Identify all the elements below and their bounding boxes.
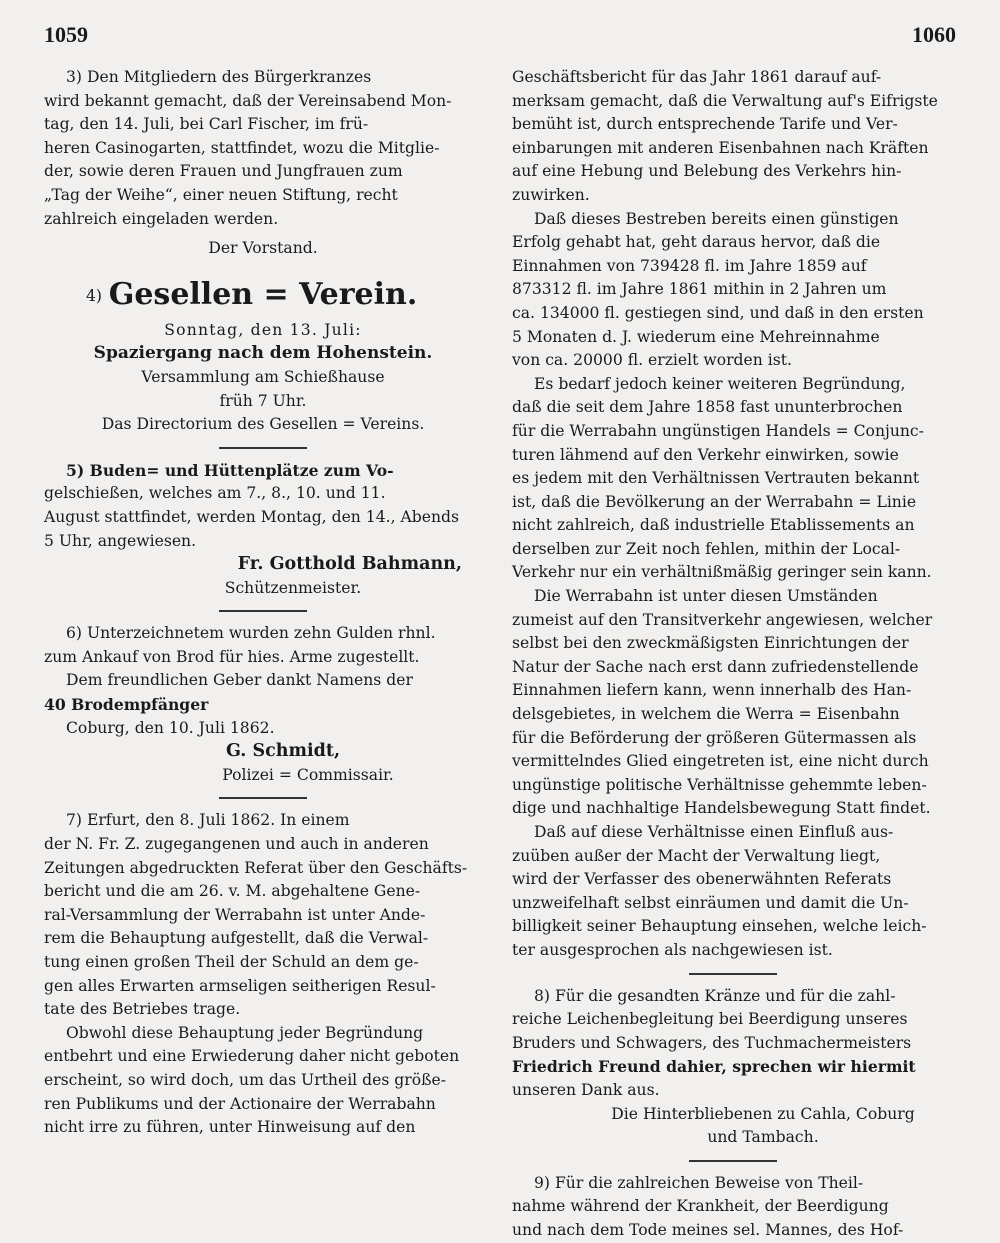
text-line: reiche Leichenbegleitung bei Beerdigung unseres bbox=[512, 1010, 908, 1029]
notice-4 bbox=[44, 275, 482, 437]
divider bbox=[219, 797, 307, 799]
notice-time: früh 7 Uhr. bbox=[219, 391, 307, 410]
text-line: zuüben außer der Macht der Verwaltung liegt, bbox=[512, 846, 881, 865]
text-line: Daß dieses Bestreben bereits einen günstigen bbox=[534, 209, 899, 228]
text-line: nicht zahlreich, daß industrielle Etablissements an bbox=[512, 516, 915, 535]
text-line: ren Publikums und der Actionaire der Werrabahn bbox=[44, 1094, 436, 1113]
text-line: zumeist auf den Transitverkehr angewiesen, welcher bbox=[512, 610, 933, 629]
notice-8 bbox=[512, 985, 954, 1150]
text-line: 9) Für die zahlreichen Beweise von Theil- bbox=[534, 1173, 864, 1192]
text-line: Bruders und Schwagers, des Tuchmachermeisters bbox=[512, 1033, 912, 1052]
notice-signature-name: G. Schmidt, bbox=[225, 741, 341, 762]
text-line: von ca. 20000 fl. erzielt worden ist. bbox=[512, 351, 792, 370]
text-line: nicht irre zu führen, unter Hinweisung auf den bbox=[44, 1118, 416, 1137]
notice-7 bbox=[44, 809, 482, 1139]
text-line: ral-Versammlung der Werrabahn ist unter Ande- bbox=[44, 905, 426, 924]
text-line: nahme während der Krankheit, der Beerdigung bbox=[512, 1197, 889, 1216]
text-line: Einnahmen liefern kann, wenn innerhalb des Han- bbox=[512, 681, 912, 700]
text-line: vermittelndes Glied eingetreten ist, eine nicht durch bbox=[512, 752, 929, 771]
notice-3 bbox=[44, 66, 482, 261]
text-line: heren Casinogarten, stattfindet, wozu die Mitglie- bbox=[44, 138, 440, 157]
text-line: zum Ankauf von Brod für hies. Arme zugestellt. bbox=[44, 647, 420, 666]
text-line: der, sowie deren Frauen und Jungfrauen zum bbox=[44, 162, 403, 181]
text-line: „Tag der Weihe“, einer neuen Stiftung, recht bbox=[44, 185, 398, 204]
text-line: 873312 fl. im Jahre 1861 mithin in 2 Jahren um bbox=[512, 280, 887, 299]
notice-signature-role: Schützenmeister. bbox=[224, 578, 362, 597]
text-line: unseren Dank aus. bbox=[512, 1080, 660, 1099]
text-line: erscheint, so wird doch, um das Urtheil des größe- bbox=[44, 1070, 447, 1089]
text-line: gelschießen, welches am 7., 8., 10. und 11. bbox=[44, 484, 386, 503]
divider bbox=[219, 610, 307, 612]
text-line: der N. Fr. Z. zugegangenen und auch in anderen bbox=[44, 835, 429, 854]
notice-signature-role: Polizei = Commissair. bbox=[222, 765, 394, 784]
text-line: ter ausgesprochen als nachgewiesen ist. bbox=[512, 940, 833, 959]
page-number-left: 1059 bbox=[44, 22, 88, 47]
notice-headline: Gesellen = Verein. bbox=[108, 276, 418, 312]
text-line: wird der Verfasser des obenerwähnten Referats bbox=[512, 870, 892, 889]
left-column bbox=[44, 66, 482, 1140]
text-line: 5 Monaten d. J. wiederum eine Mehreinnahme bbox=[512, 327, 880, 346]
notice-signature: Das Directorium des Gesellen = Vereins. bbox=[101, 415, 425, 434]
text-line: ist, daß die Bevölkerung an der Werrabahn = Linie bbox=[512, 492, 917, 511]
text-line: tate des Betriebes trage. bbox=[44, 1000, 241, 1019]
text-line: rem die Behauptung aufgestellt, daß die Verwal- bbox=[44, 929, 429, 948]
text-line: entbehrt und eine Erwiederung daher nicht geboten bbox=[44, 1047, 460, 1066]
notice-7-continued bbox=[512, 66, 954, 963]
notice-6 bbox=[44, 622, 482, 787]
text-line: tung einen großen Theil der Schuld an dem ge- bbox=[44, 953, 419, 971]
text-line: wird bekannt gemacht, daß der Vereinsabend Mon- bbox=[44, 91, 452, 110]
text-line: daß die seit dem Jahre 1858 fast ununterbrochen bbox=[512, 398, 903, 417]
text-line: Verkehr nur ein verhältnißmäßig geringer sein kann. bbox=[512, 563, 932, 582]
text-line: 7) Erfurt, den 8. Juli 1862. In einem bbox=[66, 811, 350, 830]
text-line: Geschäftsbericht für das Jahr 1861 darauf auf- bbox=[512, 68, 882, 86]
text-line: selbst bei den zweckmäßigsten Einrichtungen der bbox=[512, 634, 909, 653]
text-line: für die Werrabahn ungünstigen Handels = Conjunc- bbox=[512, 421, 924, 440]
text-line: 40 Brodempfänger bbox=[44, 695, 209, 715]
text-line: delsgebietes, in welchem die Werra = Eisenbahn bbox=[512, 705, 900, 724]
text-line: Die Werrabahn ist unter diesen Umständen bbox=[534, 587, 878, 606]
text-line: zahlreich eingeladen werden. bbox=[44, 209, 279, 228]
text-line: 3) Den Mitgliedern des Bürgerkranzes bbox=[66, 68, 372, 86]
text-line: August stattfindet, werden Montag, den 14., Abends bbox=[44, 507, 460, 526]
text-line: es jedem mit den Verhältnissen Vertrauten bekannt bbox=[512, 469, 920, 488]
right-column bbox=[512, 66, 954, 1243]
notice-number: 4) bbox=[86, 286, 103, 305]
divider bbox=[689, 1160, 777, 1162]
text-line: Erfolg gehabt hat, geht daraus hervor, daß die bbox=[512, 233, 881, 252]
text-line: ungünstige politische Verhältnisse gehemmte leben- bbox=[512, 775, 927, 794]
text-line: gen alles Erwarten armseligen seitherigen Resul- bbox=[44, 976, 436, 995]
notice-date: Sonntag, den 13. Juli: bbox=[164, 320, 362, 339]
text-line: zuwirken. bbox=[512, 185, 590, 204]
text-line: für die Beförderung der größeren Gütermassen als bbox=[512, 728, 917, 747]
divider bbox=[689, 973, 777, 975]
notice-signature: und Tambach. bbox=[707, 1128, 819, 1147]
text-line: bemüht ist, durch entsprechende Tarife und Ver- bbox=[512, 115, 898, 134]
notice-place: Versammlung am Schießhause bbox=[141, 367, 385, 386]
text-line: Dem freundlichen Geber dankt Namens der bbox=[66, 671, 413, 690]
notice-place-date: Coburg, den 10. Juli 1862. bbox=[66, 718, 275, 737]
text-line: auf eine Hebung und Belebung des Verkehrs hin- bbox=[512, 162, 902, 181]
text-line: unzweifelhaft selbst einräumen und damit die Un- bbox=[512, 893, 909, 912]
text-line: bericht und die am 26. v. M. abgehaltene Gene- bbox=[44, 882, 421, 901]
page-number-right: 1060 bbox=[912, 22, 956, 47]
text-line: Obwohl diese Behauptung jeder Begründung bbox=[66, 1023, 424, 1042]
text-line: 5) Buden= und Hüttenplätze zum Vo- bbox=[66, 460, 394, 480]
text-line: 6) Unterzeichnetem wurden zehn Gulden rhnl. bbox=[66, 624, 436, 643]
text-line: Einnahmen von 739428 fl. im Jahre 1859 auf bbox=[512, 256, 867, 275]
notice-signature-name: Fr. Gotthold Bahmann, bbox=[237, 554, 462, 575]
text-line: 5 Uhr, angewiesen. bbox=[44, 531, 197, 550]
text-line: billigkeit seiner Behauptung einsehen, welche leich- bbox=[512, 917, 927, 936]
notice-event: Spaziergang nach dem Hohenstein. bbox=[93, 343, 433, 364]
text-line: derselben zur Zeit noch fehlen, mithin der Local- bbox=[512, 539, 901, 558]
text-line: dige und nachhaltige Handelsbewegung Statt findet. bbox=[512, 799, 931, 818]
text-line: Zeitungen abgedruckten Referat über den Geschäfts- bbox=[44, 858, 468, 877]
text-line: Daß auf diese Verhältnisse einen Einfluß aus- bbox=[534, 823, 894, 841]
text-line: merksam gemacht, daß die Verwaltung auf's Eifrigste bbox=[512, 91, 938, 110]
text-line: turen lähmend auf den Verkehr einwirken, sowie bbox=[512, 445, 899, 464]
notice-9 bbox=[512, 1172, 954, 1243]
divider bbox=[219, 447, 307, 449]
text-line: Natur der Sache nach erst dann zufriedenstellende bbox=[512, 657, 919, 676]
text-line: ca. 134000 fl. gestiegen sind, und daß in den ersten bbox=[512, 303, 924, 322]
text-line: einbarungen mit anderen Eisenbahnen nach Kräften bbox=[512, 138, 929, 157]
text-line: 8) Für die gesandten Kränze und für die zahl- bbox=[534, 986, 896, 1005]
text-line: und nach dem Tode meines sel. Mannes, des Hof- bbox=[512, 1220, 904, 1239]
notice-5 bbox=[44, 459, 482, 601]
text-line: Friedrich Freund dahier, sprechen wir hiermit bbox=[512, 1057, 916, 1077]
notice-signature: Die Hinterbliebenen zu Cahla, Coburg bbox=[611, 1104, 915, 1123]
notice-signature: Der Vorstand. bbox=[208, 239, 318, 258]
text-line: tag, den 14. Juli, bei Carl Fischer, im frü- bbox=[44, 115, 369, 134]
text-line: Es bedarf jedoch keiner weiteren Begründung, bbox=[534, 374, 906, 393]
